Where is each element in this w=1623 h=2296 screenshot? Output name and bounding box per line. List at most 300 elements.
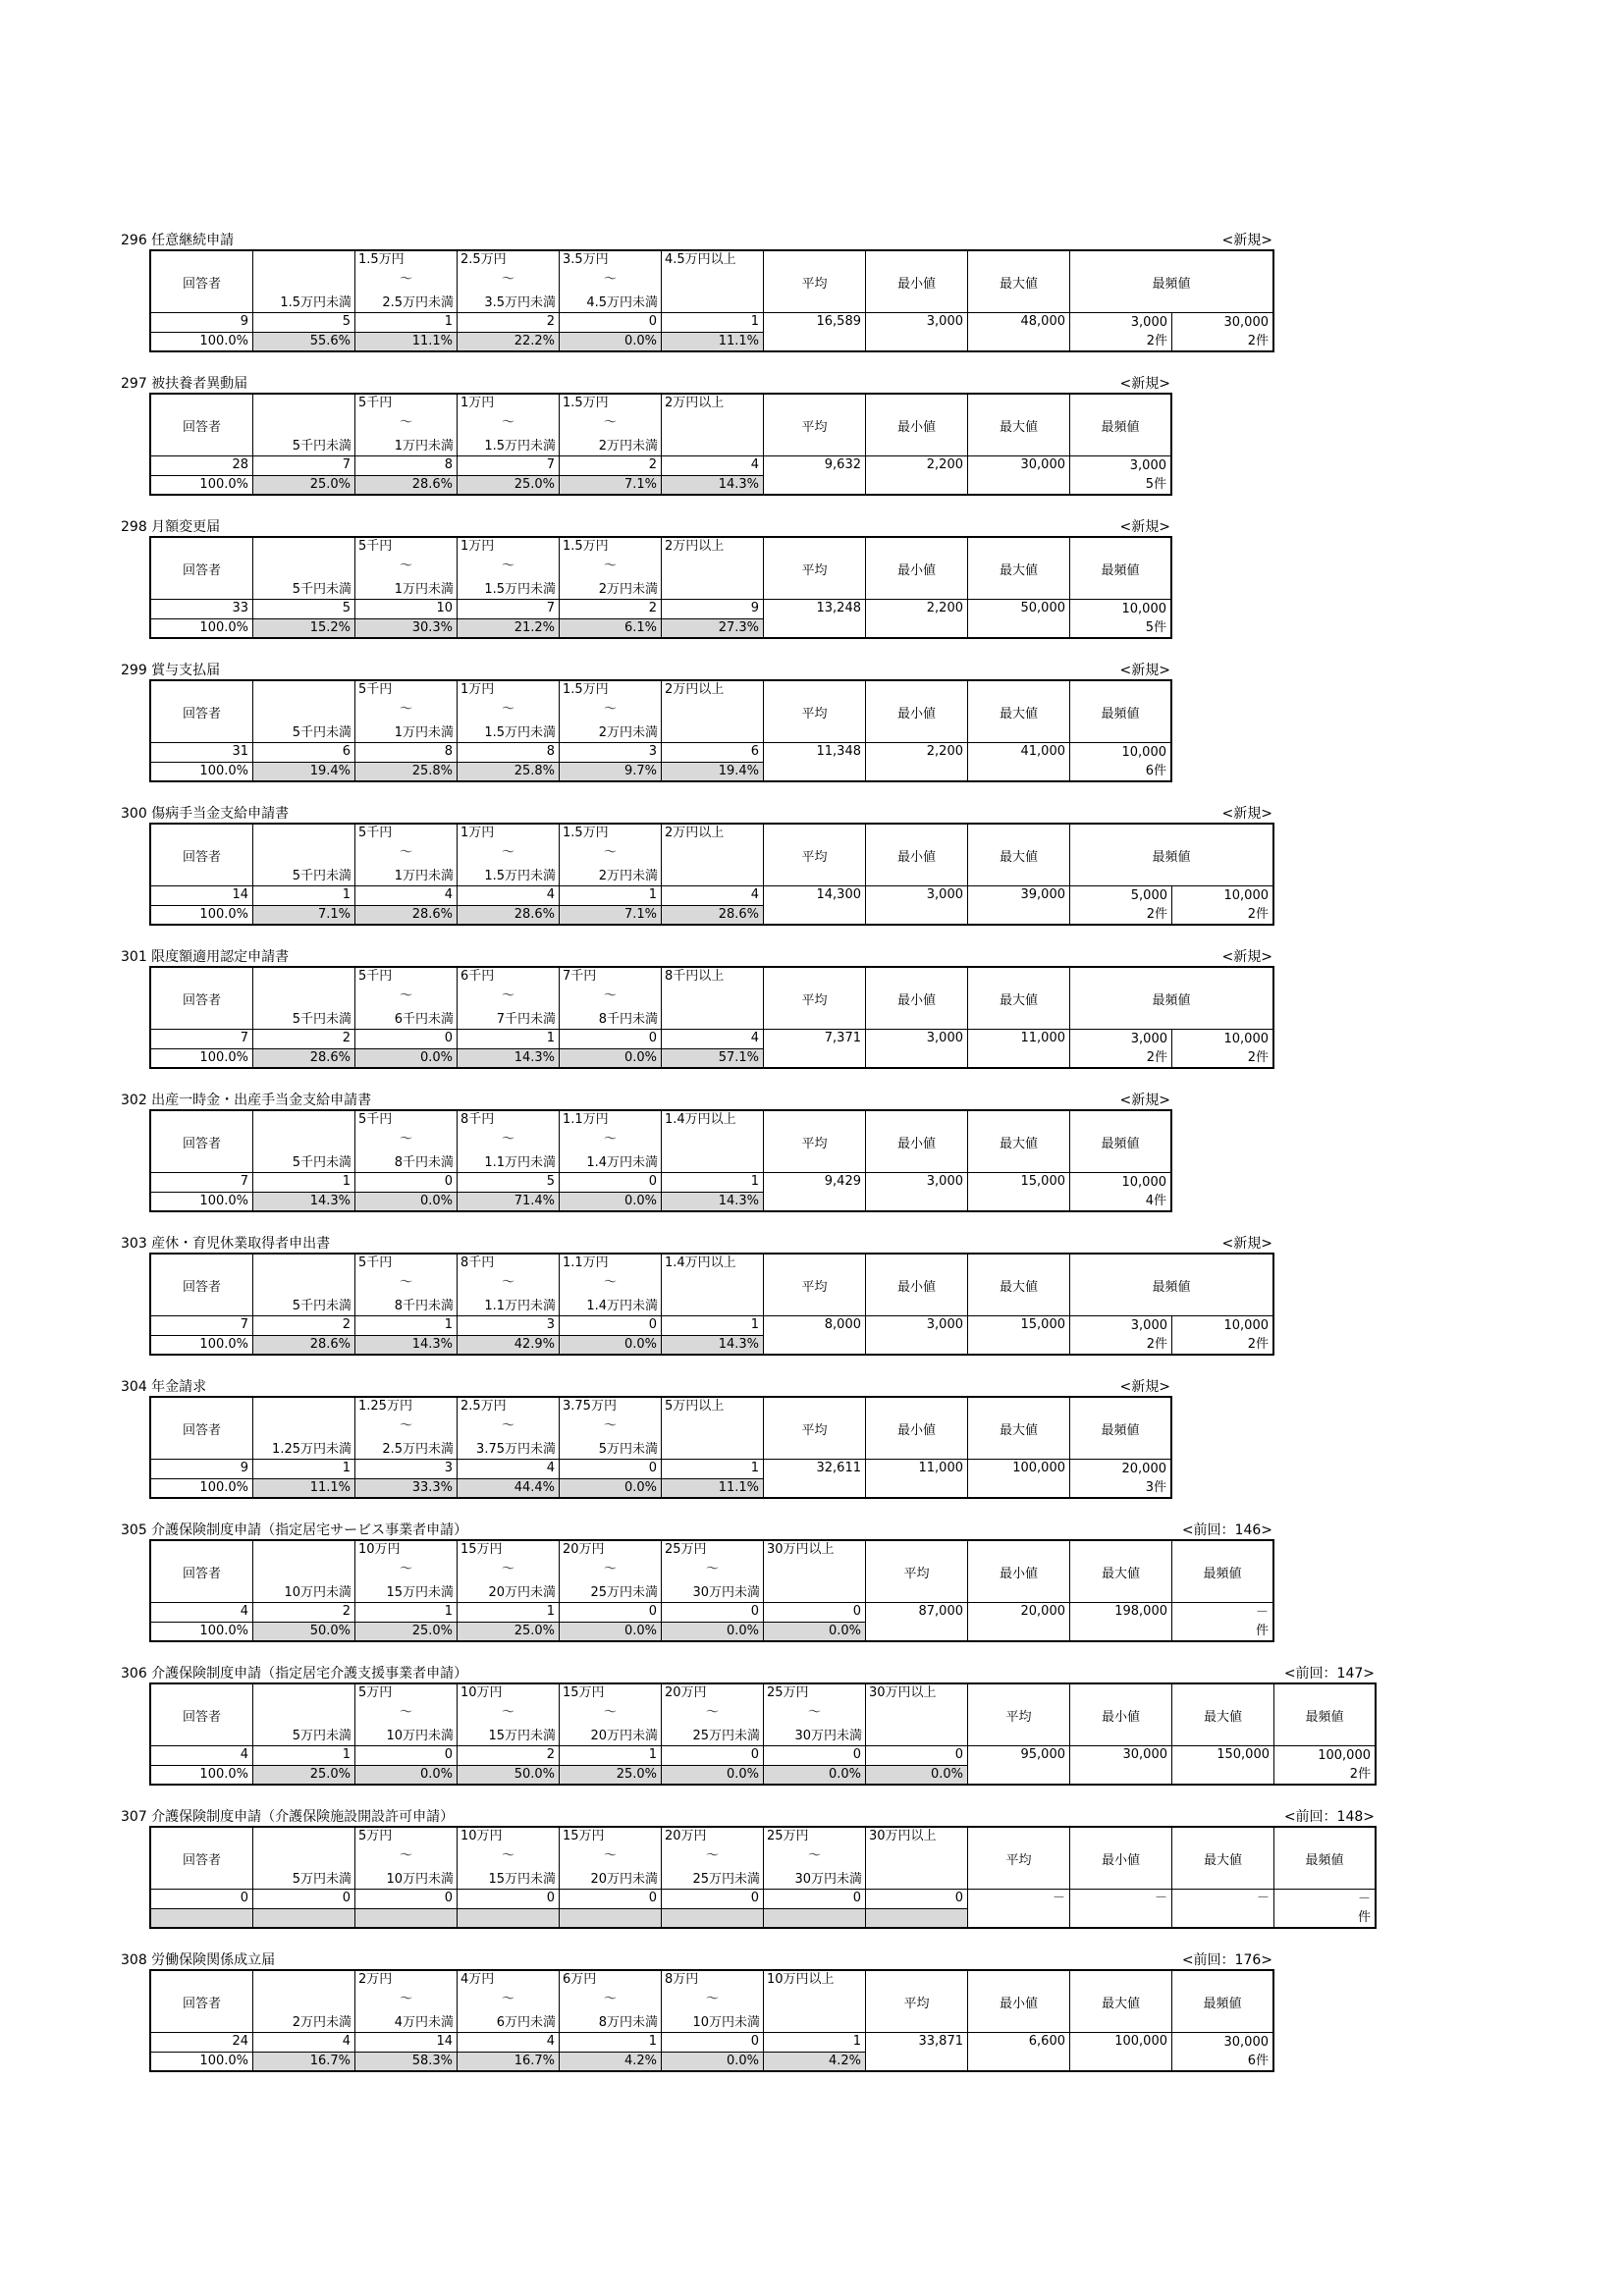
bin-percent (662, 1909, 764, 1929)
section-title: 296 任意継続申請 (121, 233, 235, 248)
bin-percent: 14.3% (458, 1049, 560, 1069)
bin-upper-label: 30万円未満 (692, 1585, 760, 1600)
bin-percent (458, 1909, 560, 1929)
respondent-percent: 100.0% (151, 1049, 253, 1069)
bin-lower-label: 10万円 (460, 1685, 503, 1700)
respondent-count: 4 (151, 1746, 253, 1766)
bin-header (355, 1828, 458, 1890)
mode-cell (1172, 313, 1274, 352)
header-row (151, 825, 1274, 886)
stats-table (149, 1826, 1377, 1929)
avg-header: 平均 (764, 1255, 866, 1316)
min-value: 11,000 (866, 1460, 968, 1499)
bin-percent: 25.8% (355, 763, 458, 782)
bin-percent (560, 1909, 662, 1929)
mode-cell (1070, 743, 1172, 782)
bin-count: 2 (253, 1603, 355, 1623)
stats-table (149, 536, 1172, 639)
bin-lower-label: 5千円 (358, 1255, 393, 1270)
bin-count: 1 (458, 1603, 560, 1623)
section-title: 307 介護保険制度申請（介護保険施設開設許可申請） (121, 1809, 455, 1825)
bin-lower-label: 10万円 (358, 1542, 401, 1557)
bin-upper-label: 3.75万円未満 (476, 1442, 556, 1457)
section-title: 297 被扶養者異動届 (121, 376, 248, 392)
respondents-header: 回答者 (151, 1828, 253, 1890)
avg-header: 平均 (764, 1111, 866, 1173)
bin-header (355, 1111, 458, 1173)
bin-lower-label: 8千円 (460, 1112, 495, 1127)
bin-count: 1 (662, 1316, 764, 1336)
bin-upper-label: 1万円未満 (394, 439, 454, 454)
bin-header (253, 1684, 355, 1746)
bin-count: 10 (355, 600, 458, 619)
max-value: 11,000 (968, 1030, 1070, 1069)
bin-header (253, 825, 355, 886)
range-tilde: ～ (807, 1705, 821, 1720)
bin-upper-label: 1.1万円未満 (484, 1155, 556, 1170)
bin-percent: 25.0% (253, 476, 355, 496)
bin-percent (253, 1909, 355, 1929)
bin-upper-label: 4万円未満 (394, 2015, 454, 2030)
range-tilde: ～ (603, 1992, 617, 2006)
bin-upper-label: 2万円未満 (292, 2015, 352, 2030)
bin-percent: 0.0% (560, 1193, 662, 1212)
avg-header: 平均 (764, 968, 866, 1030)
bin-count: 1 (355, 1316, 458, 1336)
average-value: 14,300 (764, 886, 866, 926)
bin-upper-label: 1.5万円未満 (484, 582, 556, 597)
avg-header: 平均 (764, 538, 866, 600)
bin-count: 4 (355, 886, 458, 906)
bin-count: 4 (253, 2033, 355, 2053)
max-value: 150,000 (1172, 1746, 1274, 1786)
section-tag: <新規> (1221, 233, 1272, 248)
bin-percent: 28.6% (458, 906, 560, 926)
min-value: 3,000 (866, 1173, 968, 1212)
mode-value: 5,000 (1130, 888, 1167, 903)
bin-count: 1 (662, 1173, 764, 1193)
bin-upper-label: 1.4万円未満 (586, 1299, 658, 1313)
min-header: 最小値 (866, 825, 968, 886)
bin-lower-label: 1万円 (460, 396, 495, 410)
bin-upper-label: 1.1万円未満 (484, 1299, 556, 1313)
mode-frequency: 2件 (1247, 907, 1269, 922)
bin-upper-label: 20万円未満 (488, 1585, 556, 1600)
bin-count: 1 (764, 2033, 866, 2053)
range-tilde: ～ (399, 1705, 412, 1720)
bin-lower-label: 3.75万円 (563, 1399, 617, 1414)
bin-percent: 0.0% (866, 1766, 968, 1786)
section-tag: <新規> (1119, 1093, 1170, 1108)
bin-lower-label: 10万円 (460, 1829, 503, 1843)
bin-count: 1 (253, 1173, 355, 1193)
mode-header: 最頻値 (1172, 1541, 1274, 1603)
stats-table (149, 823, 1274, 926)
bin-upper-label: 8万円未満 (598, 2015, 658, 2030)
bin-upper-label: 5万円未満 (292, 1729, 352, 1743)
header-row (151, 1828, 1377, 1890)
range-tilde: ～ (603, 1132, 617, 1147)
bin-upper-label: 1.4万円未満 (586, 1155, 658, 1170)
bin-count: 1 (253, 886, 355, 906)
min-value: 20,000 (968, 1603, 1070, 1642)
mode-value: 20,000 (1121, 1462, 1166, 1476)
bin-lower-label: 1万円 (460, 539, 495, 554)
min-header: 最小値 (866, 538, 968, 600)
bin-percent (866, 1909, 968, 1929)
bin-count: 6 (662, 743, 764, 763)
bin-lower-label: 2万円以上 (665, 682, 725, 697)
section-tag: <新規> (1119, 376, 1170, 392)
bin-upper-label: 2.5万円未満 (382, 295, 454, 310)
bin-header (253, 681, 355, 743)
bin-percent: 0.0% (355, 1766, 458, 1786)
mode-header: 最頻値 (1070, 538, 1172, 600)
bin-lower-label: 8千円以上 (665, 969, 725, 984)
section-title: 308 労働保険関係成立届 (121, 1952, 276, 1968)
bin-lower-label: 1.1万円 (563, 1112, 609, 1127)
bin-percent: 25.0% (355, 1623, 458, 1642)
range-tilde: ～ (399, 559, 412, 573)
bin-header (458, 1684, 560, 1746)
bin-percent: 30.3% (355, 619, 458, 639)
bin-percent: 11.1% (355, 333, 458, 352)
range-tilde: ～ (399, 1132, 412, 1147)
respondents-header: 回答者 (151, 681, 253, 743)
bin-percent: 0.0% (764, 1623, 866, 1642)
section-title: 298 月額変更届 (121, 519, 221, 535)
bin-header (253, 1828, 355, 1890)
bin-header (355, 395, 458, 456)
bin-header (355, 968, 458, 1030)
bin-header (253, 968, 355, 1030)
bin-percent: 28.6% (662, 906, 764, 926)
bin-lower-label: 8千円 (460, 1255, 495, 1270)
bin-percent: 28.6% (355, 476, 458, 496)
avg-header: 平均 (968, 1684, 1070, 1746)
bin-header (560, 1398, 662, 1460)
respondent-count: 4 (151, 1603, 253, 1623)
range-tilde: ～ (603, 988, 617, 1003)
max-header: 最大値 (968, 251, 1070, 313)
bin-percent: 22.2% (458, 333, 560, 352)
mode-value: 3,000 (1129, 458, 1166, 473)
section-title: 306 介護保険制度申請（指定居宅介護支援事業者申請） (121, 1666, 468, 1682)
respondent-percent: 100.0% (151, 1336, 253, 1356)
bin-percent: 14.3% (662, 1193, 764, 1212)
bin-header (662, 538, 764, 600)
respondents-header: 回答者 (151, 1255, 253, 1316)
range-tilde: ～ (501, 1992, 514, 2006)
bin-percent: 14.3% (662, 1336, 764, 1356)
section-title: 300 傷病手当金支給申請書 (121, 806, 290, 822)
stats-table (149, 1396, 1172, 1499)
bin-percent: 14.3% (253, 1193, 355, 1212)
respondents-header: 回答者 (151, 968, 253, 1030)
bin-lower-label: 25万円 (665, 1542, 707, 1557)
respondent-percent: 100.0% (151, 619, 253, 639)
bin-header (560, 1828, 662, 1890)
bin-count: 0 (662, 1603, 764, 1623)
respondent-count: 0 (151, 1890, 253, 1909)
bin-upper-label: 30万円未満 (794, 1729, 862, 1743)
bin-upper-label: 10万円未満 (386, 1729, 454, 1743)
bin-percent: 25.0% (458, 476, 560, 496)
bin-count: 0 (866, 1890, 968, 1909)
bin-header (458, 1828, 560, 1890)
bin-count: 2 (458, 313, 560, 333)
mode-value: 10,000 (1121, 1175, 1166, 1190)
bin-count: 2 (458, 1746, 560, 1766)
mode-value: 3,000 (1130, 315, 1167, 330)
bin-header (355, 251, 458, 313)
respondents-header: 回答者 (151, 538, 253, 600)
min-header: 最小値 (968, 1541, 1070, 1603)
mode-value: － (1255, 1605, 1269, 1620)
bin-count: 0 (560, 1603, 662, 1623)
bin-header (458, 825, 560, 886)
respondent-count: 24 (151, 2033, 253, 2053)
min-header: 最小値 (1070, 1828, 1172, 1890)
bin-header (560, 1971, 662, 2033)
bin-count: 1 (560, 1746, 662, 1766)
bin-header (662, 1684, 764, 1746)
bin-count: 0 (560, 1460, 662, 1479)
bin-percent: 15.2% (253, 619, 355, 639)
bin-count: 1 (253, 1746, 355, 1766)
bin-header (355, 681, 458, 743)
bin-percent: 57.1% (662, 1049, 764, 1069)
header-row (151, 681, 1172, 743)
mode-cell (1070, 1173, 1172, 1212)
bin-lower-label: 1万円 (460, 826, 495, 840)
bin-header (253, 251, 355, 313)
bin-header (662, 1541, 764, 1603)
bin-lower-label: 5千円 (358, 826, 393, 840)
bin-lower-label: 15万円 (563, 1829, 605, 1843)
respondent-count: 14 (151, 886, 253, 906)
bin-upper-label: 5千円未満 (292, 1155, 352, 1170)
bin-percent: 4.2% (764, 2053, 866, 2072)
range-tilde: ～ (603, 845, 617, 860)
mode-value: 10,000 (1223, 1318, 1269, 1333)
bin-percent: 0.0% (560, 333, 662, 352)
range-tilde: ～ (603, 1275, 617, 1290)
mode-cell (1172, 886, 1274, 926)
mode-cell (1070, 456, 1172, 496)
bin-header (764, 1684, 866, 1746)
bin-lower-label: 30万円以上 (767, 1542, 835, 1557)
bin-count: 0 (560, 1173, 662, 1193)
bin-count: 3 (458, 1316, 560, 1336)
bin-header (866, 1684, 968, 1746)
bin-upper-label: 5千円未満 (292, 869, 352, 883)
respondents-header: 回答者 (151, 825, 253, 886)
bin-percent (764, 1909, 866, 1929)
bin-lower-label: 1.4万円以上 (665, 1112, 736, 1127)
bin-percent: 0.0% (560, 1623, 662, 1642)
range-tilde: ～ (399, 702, 412, 717)
mode-cell (1172, 1316, 1274, 1356)
range-tilde: ～ (399, 988, 412, 1003)
bin-header (560, 251, 662, 313)
max-value: 100,000 (1070, 2033, 1172, 2072)
bin-lower-label: 10万円以上 (767, 1972, 835, 1987)
bin-lower-label: 1万円 (460, 682, 495, 697)
avg-header: 平均 (866, 1971, 968, 2033)
mode-frequency: 件 (1357, 1910, 1371, 1925)
stats-table (149, 1253, 1274, 1356)
mode-frequency: 4件 (1145, 1194, 1166, 1208)
bin-lower-label: 5万円 (358, 1685, 393, 1700)
respondents-header: 回答者 (151, 251, 253, 313)
max-value: 15,000 (968, 1173, 1070, 1212)
mode-value: 3,000 (1130, 1032, 1167, 1046)
bin-upper-label: 6万円未満 (496, 2015, 556, 2030)
bin-count: 0 (764, 1746, 866, 1766)
bin-upper-label: 15万円未満 (488, 1872, 556, 1887)
respondent-percent: 100.0% (151, 476, 253, 496)
min-header: 最小値 (866, 1398, 968, 1460)
max-value: 39,000 (968, 886, 1070, 926)
header-row (151, 395, 1172, 456)
bin-count: 0 (662, 1746, 764, 1766)
max-value: 15,000 (968, 1316, 1070, 1356)
bin-upper-label: 1万円未満 (394, 582, 454, 597)
bin-count: 3 (560, 743, 662, 763)
bin-header (764, 1828, 866, 1890)
range-tilde: ～ (603, 1848, 617, 1863)
bin-percent: 42.9% (458, 1336, 560, 1356)
bin-header (355, 825, 458, 886)
max-value: － (1172, 1890, 1274, 1929)
bin-upper-label: 5千円未満 (292, 1299, 352, 1313)
bin-lower-label: 30万円以上 (869, 1829, 937, 1843)
average-value: 95,000 (968, 1746, 1070, 1786)
min-header: 最小値 (866, 1111, 968, 1173)
respondents-header: 回答者 (151, 1541, 253, 1603)
bin-percent: 0.0% (560, 1049, 662, 1069)
bin-lower-label: 20万円 (665, 1685, 707, 1700)
bin-upper-label: 25万円未満 (590, 1585, 658, 1600)
bin-percent: 4.2% (560, 2053, 662, 2072)
max-header: 最大値 (968, 1111, 1070, 1173)
respondent-count: 9 (151, 1460, 253, 1479)
average-value: 13,248 (764, 600, 866, 639)
range-tilde: ～ (501, 1848, 514, 1863)
mode-frequency: 2件 (1349, 1767, 1371, 1782)
bin-upper-label: 8千円未満 (598, 1012, 658, 1027)
bin-count: 8 (355, 743, 458, 763)
stats-table (149, 679, 1172, 782)
range-tilde: ～ (501, 272, 514, 287)
bin-percent: 21.2% (458, 619, 560, 639)
bin-lower-label: 6千円 (460, 969, 495, 984)
bin-upper-label: 8千円未満 (394, 1299, 454, 1313)
range-tilde: ～ (501, 1418, 514, 1433)
min-header: 最小値 (866, 968, 968, 1030)
bin-upper-label: 1.5万円未満 (280, 295, 352, 310)
bin-header (253, 538, 355, 600)
avg-header: 平均 (764, 681, 866, 743)
mode-header: 最頻値 (1070, 395, 1172, 456)
bin-percent: 16.7% (458, 2053, 560, 2072)
bin-upper-label: 2万円未満 (598, 582, 658, 597)
bin-percent: 0.0% (355, 1193, 458, 1212)
bin-lower-label: 5千円 (358, 969, 393, 984)
mode-value: 30,000 (1223, 315, 1269, 330)
bin-percent: 19.4% (662, 763, 764, 782)
bin-count: 0 (355, 1746, 458, 1766)
bin-count: 7 (458, 456, 560, 476)
bin-count: 0 (560, 1316, 662, 1336)
bin-upper-label: 1.5万円未満 (484, 725, 556, 740)
bin-header (458, 395, 560, 456)
bin-percent: 0.0% (662, 1766, 764, 1786)
bin-lower-label: 2万円以上 (665, 826, 725, 840)
bin-upper-label: 5千円未満 (292, 439, 352, 454)
bin-percent: 58.3% (355, 2053, 458, 2072)
stats-table (149, 1682, 1377, 1786)
bin-lower-label: 7千円 (563, 969, 597, 984)
range-tilde: ～ (399, 845, 412, 860)
bin-upper-label: 1万円未満 (394, 869, 454, 883)
average-value: 32,611 (764, 1460, 866, 1499)
mode-header: 最頻値 (1070, 1111, 1172, 1173)
bin-count: 1 (458, 1030, 560, 1049)
range-tilde: ～ (399, 1275, 412, 1290)
bin-lower-label: 4万円 (460, 1972, 495, 1987)
max-value: 30,000 (968, 456, 1070, 496)
min-value: 3,000 (866, 1030, 968, 1069)
bin-lower-label: 5万円以上 (665, 1399, 725, 1414)
range-tilde: ～ (603, 1562, 617, 1576)
section-tag: <新規> (1119, 1379, 1170, 1395)
range-tilde: ～ (501, 988, 514, 1003)
mode-cell (1070, 1316, 1172, 1356)
respondent-percent: 100.0% (151, 763, 253, 782)
mode-value: 30,000 (1223, 2035, 1269, 2050)
stats-table (149, 966, 1274, 1069)
bin-count: 2 (560, 600, 662, 619)
mode-frequency: 2件 (1247, 1050, 1269, 1065)
average-value: 9,632 (764, 456, 866, 496)
mode-header: 最頻値 (1070, 251, 1274, 313)
bin-count: 0 (662, 2033, 764, 2053)
bin-lower-label: 1.5万円 (563, 396, 609, 410)
bin-percent: 6.1% (560, 619, 662, 639)
respondent-count: 7 (151, 1173, 253, 1193)
bin-lower-label: 5千円 (358, 1112, 393, 1127)
bin-count: 14 (355, 2033, 458, 2053)
mode-header: 最頻値 (1070, 1398, 1172, 1460)
bin-header (253, 1111, 355, 1173)
max-header: 最大値 (1070, 1971, 1172, 2033)
bin-count: 4 (662, 456, 764, 476)
bin-percent: 44.4% (458, 1479, 560, 1499)
bin-upper-label: 8千円未満 (394, 1155, 454, 1170)
bin-count: 5 (253, 313, 355, 333)
range-tilde: ～ (399, 1848, 412, 1863)
bin-lower-label: 25万円 (767, 1685, 809, 1700)
bin-header (662, 825, 764, 886)
bin-header (458, 1971, 560, 2033)
respondent-count: 31 (151, 743, 253, 763)
bin-count: 7 (458, 600, 560, 619)
stats-table (149, 249, 1274, 352)
mode-header: 最頻値 (1070, 968, 1274, 1030)
bin-header (458, 1255, 560, 1316)
